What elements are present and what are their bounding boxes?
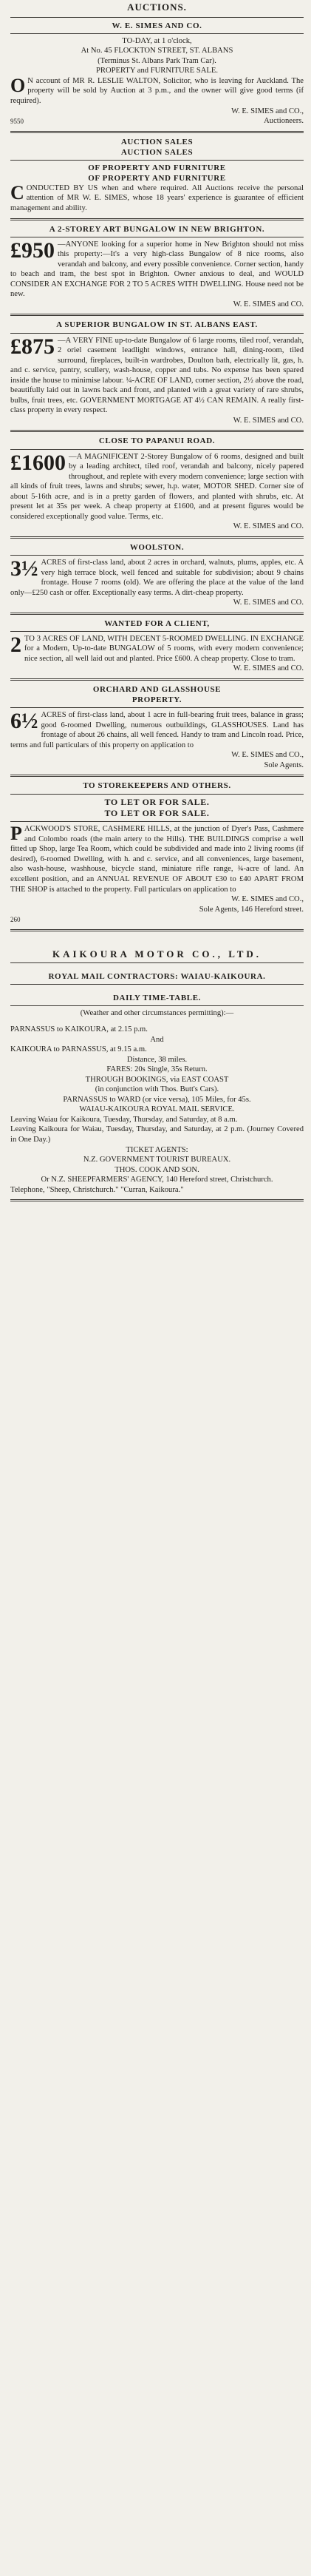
- timetable-line: Leaving Kaikoura for Waiau, Tuesday, Thursday, and Saturday, at 2 p.m. (Journey Covered in One Day.): [10, 1125, 304, 1144]
- timetable-line: And: [150, 1035, 164, 1044]
- timetable-line: Leaving Waiau for Kaikoura, Tuesday, Thursday, and Saturday, at 8 a.m.: [10, 1115, 238, 1124]
- rule: [10, 218, 304, 220]
- advert-price: 2: [10, 632, 21, 657]
- drop-cap: P: [10, 823, 22, 845]
- timetable-route: KAIKOURA to PARNASSUS, at 9.15 a.m.: [10, 1045, 147, 1054]
- advert-body: N account of MR R. LESLIE WALTON, Solicitor, who is leaving for Auckland. The property will be sold by Auction at 3 p.m., and the owner will give good terms (if required).: [10, 76, 304, 105]
- timetable-line: Telephone, "Sheep, Christchurch." "Curran, Kaikoura.": [10, 1185, 184, 1194]
- advert-price: £950: [10, 237, 55, 263]
- rule: [10, 613, 304, 615]
- rule: [10, 160, 304, 161]
- advert-signature: W. E. SIMES and CO.,: [231, 107, 304, 115]
- timetable-line: (in conjunction with Thos. Butt's Cars).: [95, 1085, 219, 1094]
- advert-signature-role: Sole Agents.: [264, 761, 304, 769]
- advert-title: A 2-STOREY ART BUNGALOW IN NEW BRIGHTON.: [49, 224, 265, 234]
- section-heading: AUCTIONS.: [127, 1, 187, 13]
- advert-title: CLOSE TO PAPANUI ROAD.: [98, 436, 216, 446]
- advert-storekeepers: [10, 780, 304, 924]
- advert-price: 6½: [10, 709, 38, 734]
- advert-signature: W. E. SIMES and CO.: [233, 664, 304, 673]
- rule: [10, 131, 304, 133]
- rule: [10, 430, 304, 432]
- rule: [10, 17, 304, 18]
- advert-title: AUCTION SALES: [120, 137, 194, 146]
- rule: [10, 929, 304, 931]
- advert-woolston: [10, 542, 304, 608]
- timetable-note: (Weather and other circumstances permitting):—: [80, 1009, 234, 1018]
- rule: [10, 1005, 304, 1006]
- timetable-line: Distance, 38 miles.: [126, 1055, 188, 1064]
- advert-price: £875: [10, 334, 55, 359]
- advert-price: 3½: [10, 556, 38, 581]
- advert-signature: W. E. SIMES and CO.: [233, 522, 304, 531]
- advert-title: ORCHARD AND GLASSHOUSE: [92, 685, 222, 695]
- advert-body: ACRES of first-class land, about 2 acres in orchard, walnuts, plums, apples, etc. A very high terrace block, well fenced and suitable for subdivision; about 9 chains frontage. House 7 rooms (old). We are offering the place at the value of the land only—£250 cash or offer. Exceptionally easy terms. A dirt-cheap property.: [10, 559, 304, 597]
- advert-new-brighton-bungalow: [10, 224, 304, 310]
- advert-auction-sales: [10, 137, 304, 214]
- rule: [10, 962, 304, 963]
- timetable-route: PARNASSUS to KAIKOURA, at 2.15 p.m.: [10, 1025, 148, 1034]
- rule: [10, 536, 304, 539]
- advert-body: —ANYONE looking for a superior home in New Brighton should not miss this property:—It's a very high-class Bungalow of 8 nice rooms, also verandah and balcony, and every possible convenience. Corner section, handy to beach and tram, the best spot in Brighton. Owner anxious to deal, and WOULD CONSIDER AN EXCHANGE FOR 2 TO 5 ACRES WITH DWELLING. House need not be new.: [10, 240, 304, 299]
- advert-title: WANTED FOR A CLIENT,: [104, 618, 210, 628]
- advert-kaikoura-motor: [10, 948, 304, 1196]
- advert-title: TO STOREKEEPERS AND OTHERS.: [83, 781, 231, 791]
- advert-body: TO 3 ACRES OF LAND, WITH DECENT 5-ROOMED DWELLING. IN EXCHANGE for a Modern, Up-to-date BUNGALOW of 5 rooms, with every modern convenience; nice section, all well laid out and planted. Price £600. A cheap property. Close to tram.: [24, 634, 304, 663]
- timetable-line: FARES: 20s Single, 35s Return.: [106, 1065, 208, 1074]
- rule: [10, 33, 304, 34]
- rule: [10, 449, 304, 450]
- advert-title: TO LET OR FOR SALE.: [104, 807, 210, 818]
- drop-cap: C: [10, 181, 24, 203]
- company-logo-text: KAIKOURA MOTOR CO., LTD.: [52, 948, 262, 960]
- timetable-line: THOS. COOK AND SON.: [115, 1165, 199, 1174]
- advert-line: TO-DAY, at 1 o'clock,: [122, 36, 192, 45]
- timetable-line: THROUGH BOOKINGS, via EAST COAST: [85, 1075, 229, 1084]
- advert-title: AUCTION SALES: [120, 147, 194, 157]
- advert-signature: W. E. SIMES and CO.,: [231, 751, 304, 760]
- advert-signature-role: Sole Agents, 146 Hereford street.: [199, 905, 304, 914]
- rule: [10, 707, 304, 708]
- advert-property-furniture-sale: [10, 21, 304, 127]
- timetable-title: DAILY TIME-TABLE.: [112, 994, 201, 1003]
- advert-title: TO LET OR FOR SALE.: [104, 796, 210, 807]
- advert-title: WOOLSTON.: [129, 542, 185, 552]
- advert-title: A SUPERIOR BUNGALOW IN ST. ALBANS EAST.: [56, 320, 258, 330]
- advert-title: OF PROPERTY AND FURNITURE: [88, 173, 226, 183]
- advert-title: OF PROPERTY AND FURNITURE: [88, 163, 226, 172]
- advert-title: ROYAL MAIL CONTRACTORS: WAIAU-KAIKOURA.: [48, 972, 266, 982]
- advert-line: (Terminus St. Albans Park Tram Car).: [98, 56, 216, 65]
- advert-body: —A MAGNIFICENT 2-Storey Bungalow of 6 rooms, designed and built by a leading architect, tiled roof, verandah and balcony, nicely papered throughout, and replete with every modern convenience; large section with all kinds of fruit trees, lawns and shrubs; sewer, h.p. water, MOTOR SHED. Corner site of about 5-16th acre, and is in a pretty garden of flowers, and planted with shrubs, etc. At present let at 35s per week. A cheap property at £1600, and at present figures would be considered exceptionally good value. Terms, etc.: [10, 452, 304, 521]
- rule: [10, 555, 304, 556]
- advert-firm: W. E. SIMES AND CO.: [112, 21, 202, 30]
- timetable-line: TICKET AGENTS:: [126, 1145, 188, 1154]
- timetable-line: WAIAU-KAIKOURA ROYAL MAIL SERVICE.: [79, 1105, 235, 1114]
- timetable-line: N.Z. GOVERNMENT TOURIST BUREAUX.: [83, 1156, 231, 1164]
- rule: [10, 631, 304, 632]
- rule: [10, 775, 304, 777]
- rule: [10, 333, 304, 334]
- advert-signature: W. E. SIMES and CO.: [233, 599, 304, 607]
- advert-number: 9550: [10, 118, 24, 126]
- advert-body: —A VERY FINE up-to-date Bungalow of 6 large rooms, tiled roof, verandah, 2 oriel casement leadlight windows, entrance hall, dining-room, tiled surround, fireplaces, built-in wardrobes, Doulton bath, electrically lit, gas, h. and c. service, pantry, scullery, wash-house, copper and tubs. No expense has been spared inside the house to minimise labour. ¼-ACRE OF LAND, corner section, 2½ above the road, beautifully laid out in lawns back and front, and planted with a great variety of rare shrubs, bulbs, fruit trees, etc. GOVERNMENT MORTGAGE AT 4½ CAN REMAIN. A really first-class property in every respect.: [10, 336, 304, 415]
- advert-body: ONDUCTED BY US when and where required. All Auctions receive the personal attention of MR W. E. SIMES, whose 18 years' experience is guarantee of efficient management and ability.: [10, 183, 304, 213]
- advert-signature-role: Auctioneers.: [264, 117, 304, 126]
- rule: [10, 314, 304, 316]
- rule: [10, 821, 304, 822]
- advert-st-albans-bungalow: [10, 320, 304, 425]
- advert-number: 260: [10, 916, 21, 924]
- advert-wanted-for-client: [10, 618, 304, 674]
- rule: [10, 984, 304, 985]
- advert-title: PROPERTY.: [131, 695, 182, 705]
- advert-signature: W. E. SIMES and CO.: [233, 416, 304, 425]
- drop-cap: O: [10, 74, 26, 96]
- advert-signature: W. E. SIMES and CO.,: [231, 895, 304, 904]
- advert-price: £1600: [10, 450, 66, 475]
- rule: [10, 794, 304, 795]
- advert-line: At No. 45 FLOCKTON STREET, ST. ALBANS: [81, 47, 233, 55]
- advert-line: PROPERTY and FURNITURE SALE.: [96, 67, 218, 75]
- timetable-line: Or N.Z. SHEEPFARMERS' AGENCY, 140 Hereford street, Christchurch.: [41, 1176, 273, 1184]
- advert-body: ACRES of first-class land, about 1 acre in full-bearing fruit trees, balance in grass; good 6-roomed Dwelling, numerous outbuildings, GLASSHOUSES. Land has frontage of about 26 chains, all well fenced. Handy to tram and Lincoln road. Price, terms and full particulars of this property on application to: [10, 711, 304, 749]
- timetable-line: PARNASSUS to WARD (or vice versa), 105 Miles, for 45s.: [63, 1095, 251, 1104]
- rule: [10, 1199, 304, 1201]
- advert-signature: W. E. SIMES and CO.: [233, 300, 304, 308]
- advert-orchard-glasshouse: [10, 684, 304, 770]
- advert-body: ACKWOOD'S STORE, CASHMERE HILLS, at the junction of Dyer's Pass, Cashmere and Colombo roads (the main artery to the Hills). THE BUILDINGS comprise a well fitted up Shop, large Tea Room, which could be subdivided and made into 2 living rooms (if desired), 6-roomed Dwelling, with h. and c. service, and all conveniences, large basement, also wash-house, washhouse, bicycle stand, miniature rifle range, ¾-acre of land. An excellent position, and an ANNUAL REVENUE OF ABOUT £30 to £40 APART FROM THE SHOP is attached to the property. Full particulars on application to: [10, 825, 304, 894]
- rule: [10, 678, 304, 681]
- advert-papanui-road: [10, 436, 304, 531]
